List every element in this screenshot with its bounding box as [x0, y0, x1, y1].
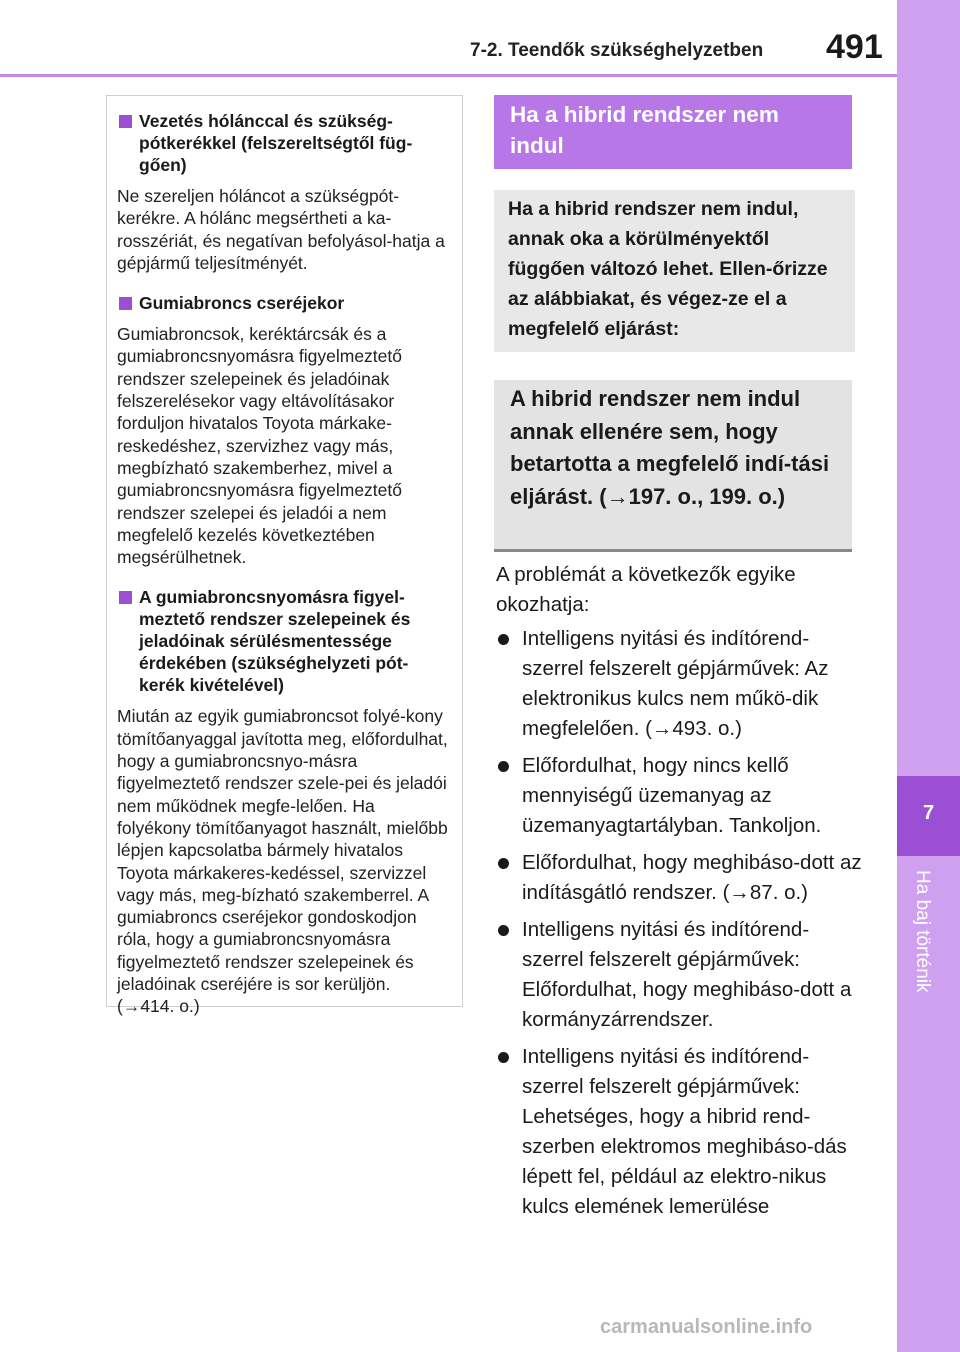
list-item	[496, 624, 866, 744]
note-heading-text: Gumiabroncs cseréjekor	[139, 293, 345, 314]
list-item	[496, 848, 866, 908]
note-body: Miután az egyik gumiabroncsot folyé-kony tömítőanyaggal javította meg, előfordulhat, hogy a gumiabroncsnyo-másra figyelmeztető rendszer szele-pei és jeladói nem működnek megfe-lelően. Ha folyékony tömítőanyagot használt, mielőbb lépjen kapcsolatba bármely hivatalos Toyota márkakeres-kedéssel, szervizzel vagy más, meg-bízható szakemberrel. A gumiabroncs cseréjekor gondoskodjon róla, hogy a gumiabroncsnyomásra figyelmeztető rendszer szelepeinek és jeladóinak cseréjére is sor kerüljön. (→414. o.)	[117, 706, 448, 1017]
section-banner: Ha a hibrid rendszer nem indul	[494, 95, 852, 169]
page-number: 491	[826, 28, 883, 66]
note-body: Gumiabroncsok, keréktárcsák és a gumiabroncsnyomásra figyelmeztető rendszer szelepeinek és jeladóinak felszerelésekor vagy eltávolításakor forduljon hivatalos Toyota márkake-reskedéshez, szervizhez vagy más, megbízható szakemberhez, mivel a gumiabroncsnyomásra figyelmeztető rendszer szelepei és jeladói a nem megfelelő kezelés következtében megsérülhetnek.	[117, 324, 402, 568]
bullet-icon	[498, 634, 509, 645]
list-item-text: Előfordulhat, hogy nincs kellő mennyiségű üzemanyag az üzemanyagtartályban. Tankoljon.	[522, 754, 822, 837]
list-item	[496, 915, 866, 1035]
list-item-text: Előfordulhat, hogy meghibáso-dott az indításgátló rendszer. (→87. o.)	[522, 851, 862, 904]
watermark: carmanualsonline.info	[600, 1316, 813, 1338]
note-heading	[117, 110, 452, 176]
list-item-text: Intelligens nyitási és indítórend-szerrel felszerelt gépjárművek: Előfordulhat, hogy meghibáso-dott a kormányzárrendszer.	[522, 918, 852, 1031]
square-bullet-icon	[119, 591, 132, 604]
note-heading-text: A gumiabroncsnyomásra figyel-meztető rendszer szelepeinek és jeladóinak sérülésmentessége érdekében (szükséghelyzeti pót-kerék kivételével)	[139, 587, 411, 696]
note-heading-text: Vezetés hólánccal és szükség-pótkerékkel (felszereltségtől füg-gően)	[139, 111, 413, 175]
bullet-icon	[498, 925, 509, 936]
note-body: Ne szereljen hóláncot a szükségpót-kerékre. A hólánc megsértheti a ka-rosszériát, és negatívan befolyásol-hatja a gépjármű teljesítményét.	[117, 186, 445, 273]
note-heading	[117, 292, 452, 314]
list-item-text: Intelligens nyitási és indítórend-szerrel felszerelt gépjárművek: Az elektronikus kulcs nem műkö-dik megfelelően. (→493. o.)	[522, 627, 829, 740]
notes-box	[106, 95, 463, 1017]
summary-box: Ha a hibrid rendszer nem indul, annak oka a körülményektől függően változó lehet. Ellen-őrizze az alábbiakat, és végez-ze el a megfelelő eljárást:	[494, 190, 855, 352]
bullet-icon	[498, 761, 509, 772]
chapter-label: Ha baj történik	[912, 870, 933, 993]
square-bullet-icon	[119, 115, 132, 128]
note-heading	[117, 586, 452, 696]
section-title: 7-2. Teendők szükséghelyzetben	[470, 40, 764, 61]
chapter-number: 7	[922, 802, 935, 824]
list-item-text: Intelligens nyitási és indítórend-szerrel felszerelt gépjárművek: Lehetséges, hogy a hibrid rend-szerben elektromos meghibáso-dás lépett fel, például az elektro-nikus kulcs elemének lemerülése	[522, 1045, 847, 1218]
intro-text: A problémát a következők egyike okozhatja:	[496, 563, 796, 616]
list-item	[496, 1042, 866, 1222]
header-divider	[0, 74, 897, 77]
chapter-side-tab	[897, 0, 960, 1352]
cause-list	[496, 624, 866, 1229]
bullet-icon	[498, 1052, 509, 1063]
bullet-icon	[498, 858, 509, 869]
subheading-box: A hibrid rendszer nem indul annak ellenére sem, hogy betartotta a megfelelő indí-tási eljárást. (→197. o., 199. o.)	[494, 380, 852, 552]
square-bullet-icon	[119, 297, 132, 310]
list-item	[496, 751, 866, 841]
